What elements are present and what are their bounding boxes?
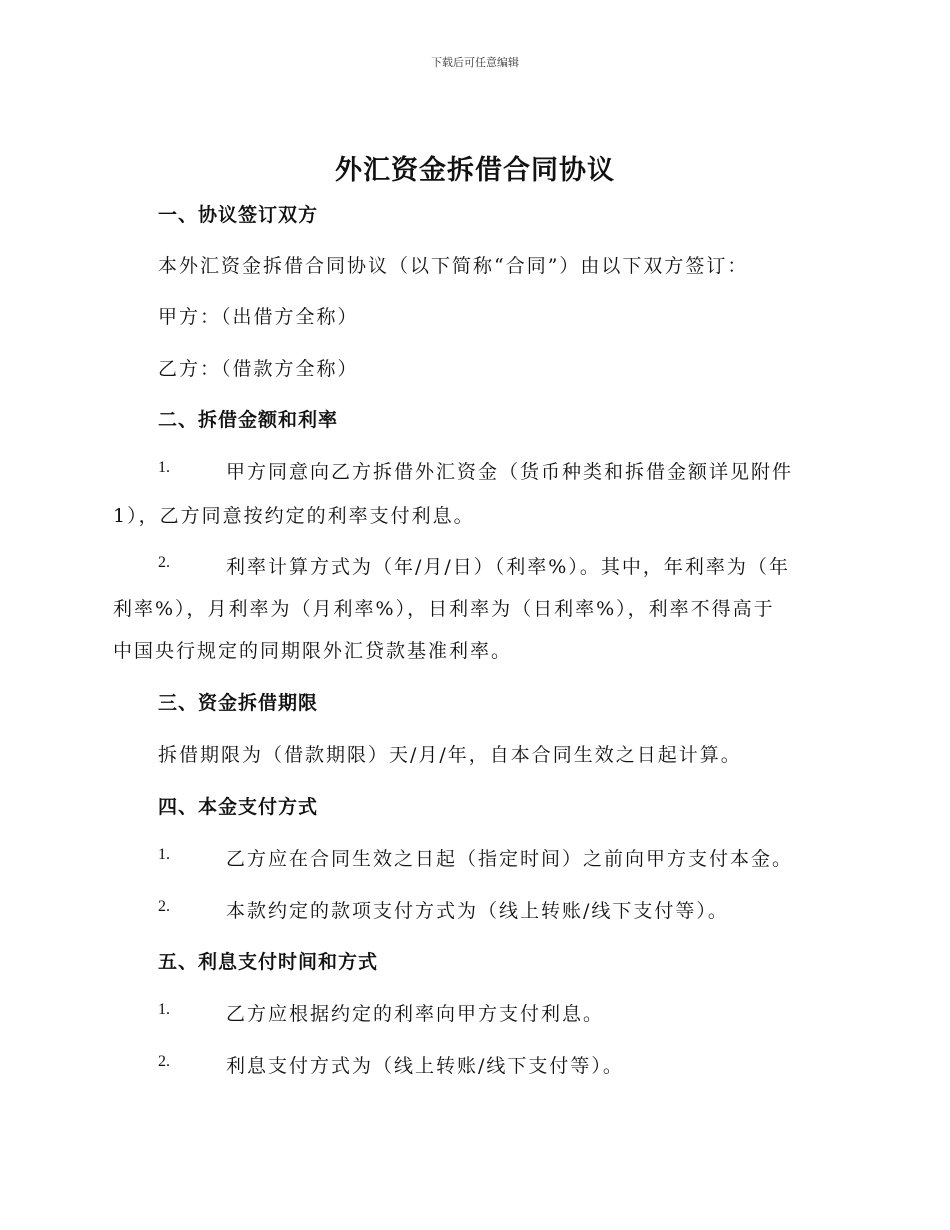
section-2-heading: 二、拆借金额和利率 bbox=[158, 409, 339, 431]
section-2-item-1-line-2: 1），乙方同意按约定的利率支付利息。 bbox=[113, 505, 475, 527]
section-2-item-2-line-2: 利率%），月利率为（月利率%），日利率为（日利率%），利率不得高于 bbox=[113, 598, 775, 620]
document-title: 外汇资金拆借合同协议 bbox=[335, 155, 615, 186]
section-5-item-1-text: 乙方应根据约定的利率向甲方支付利息。 bbox=[226, 1003, 605, 1025]
section-5-item-2-number: 2. bbox=[158, 1053, 170, 1070]
section-4-heading: 四、本金支付方式 bbox=[158, 796, 319, 818]
section-2-item-1-line-1: 甲方同意向乙方拆借外汇资金（货币种类和拆借金额详见附件 bbox=[226, 461, 794, 483]
section-1-intro: 本外汇资金拆借合同协议（以下简称“合同”）由以下双方签订： bbox=[158, 255, 749, 277]
section-2-item-1-number: 1. bbox=[158, 459, 170, 476]
section-5-item-2-text: 利息支付方式为（线上转账/线下支付等）。 bbox=[226, 1055, 624, 1077]
page-header: 下载后可任意编辑 bbox=[431, 56, 519, 69]
section-3-text: 拆借期限为（借款期限）天/月/年，自本合同生效之日起计算。 bbox=[158, 744, 742, 766]
party-b-line: 乙方：（借款方全称） bbox=[158, 358, 359, 380]
section-4-item-1-number: 1. bbox=[158, 846, 170, 863]
section-4-item-2-text: 本款约定的款项支付方式为（线上转账/线下支付等）。 bbox=[226, 900, 729, 922]
section-5-item-1-number: 1. bbox=[158, 1001, 170, 1018]
section-4-item-1-text: 乙方应在合同生效之日起（指定时间）之前向甲方支付本金。 bbox=[226, 848, 794, 870]
party-a-line: 甲方：（出借方全称） bbox=[158, 306, 359, 328]
section-3-heading: 三、资金拆借期限 bbox=[158, 692, 319, 714]
section-1-heading: 一、协议签订双方 bbox=[158, 204, 319, 226]
section-2-item-2-number: 2. bbox=[158, 554, 170, 571]
section-2-item-2-line-1: 利率计算方式为（年/月/日）（利率%）。其中，年利率为（年 bbox=[226, 556, 790, 578]
section-2-item-2-line-3: 中国央行规定的同期限外汇贷款基准利率。 bbox=[113, 640, 513, 662]
section-4-item-2-number: 2. bbox=[158, 898, 170, 915]
section-5-heading: 五、利息支付时间和方式 bbox=[158, 951, 379, 973]
